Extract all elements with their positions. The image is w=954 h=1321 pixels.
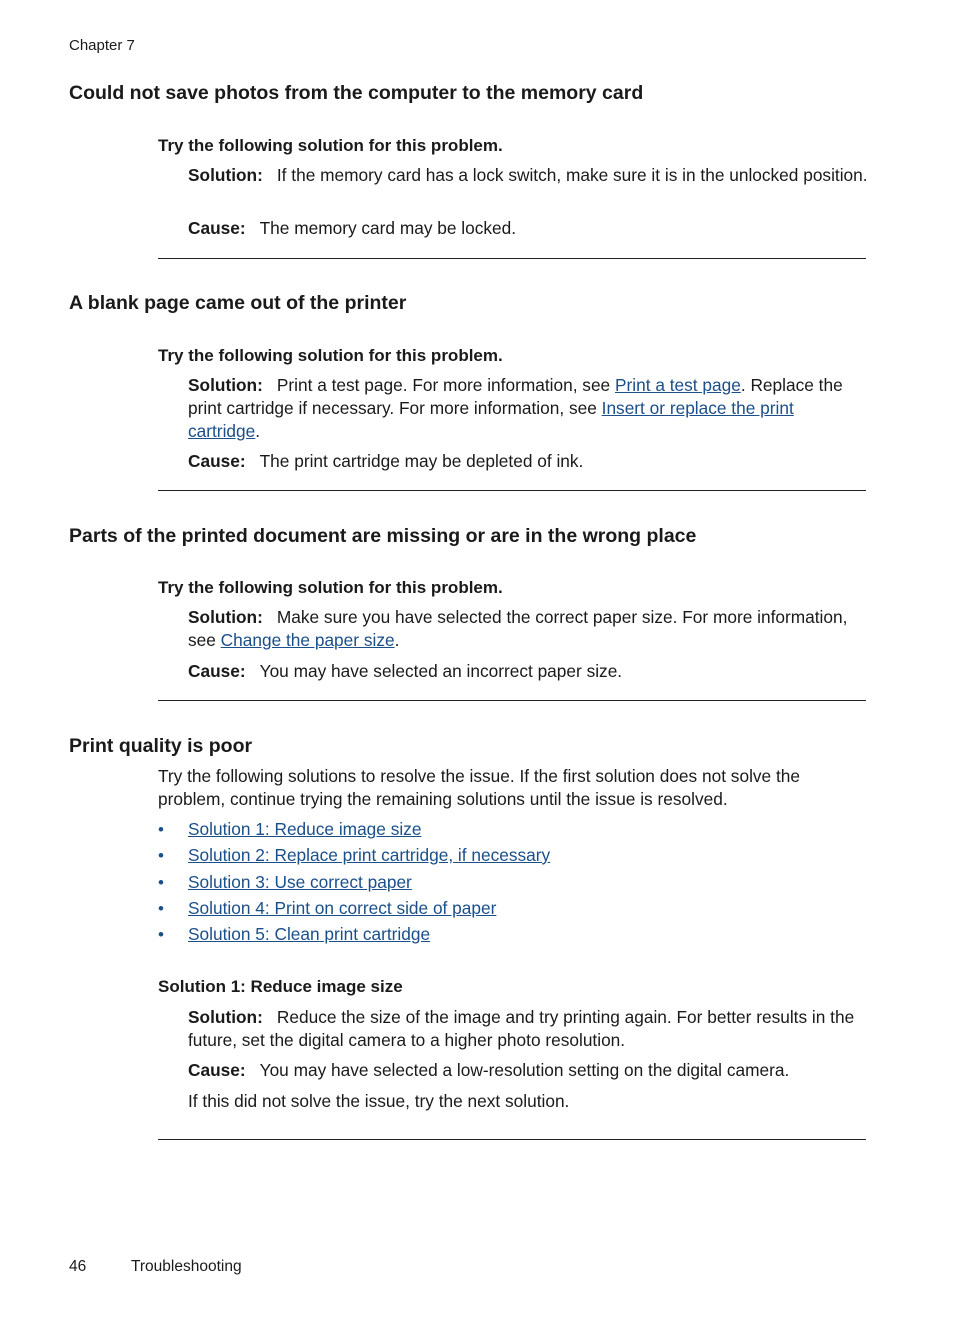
- link-solution-4[interactable]: Solution 4: Print on correct side of paper: [188, 898, 497, 918]
- solution-text: Make sure you have selected the correct paper size. For more information, see: [188, 607, 848, 650]
- solution-text: If the memory card has a lock switch, make sure it is in the unlocked position.: [276, 165, 868, 185]
- bullet-icon: •: [158, 925, 164, 944]
- divider: [158, 700, 866, 701]
- bullet-icon: •: [158, 899, 164, 918]
- link-solution-1[interactable]: Solution 1: Reduce image size: [188, 819, 422, 839]
- link-insert-replace-cartridge[interactable]: Insert or replace the print cartridge: [188, 398, 794, 441]
- solution-intro: Try the following solution for this problem.: [158, 578, 503, 597]
- divider: [158, 258, 866, 259]
- bullet-icon: •: [158, 873, 164, 892]
- section-title-memory-card: Could not save photos from the computer to the memory card: [69, 82, 644, 104]
- solution-intro: Try the following solution for this problem.: [158, 136, 503, 155]
- cause-label: Cause:: [188, 1060, 246, 1080]
- solution-paragraph: [188, 1006, 868, 1052]
- subsection-title: Solution 1: Reduce image size: [158, 977, 403, 996]
- section-title-blank-page: A blank page came out of the printer: [69, 292, 407, 314]
- next-solution-text: If this did not solve the issue, try the next solution.: [188, 1091, 570, 1111]
- solution-text: Print a test page. For more information, see: [276, 375, 615, 395]
- link-print-test-page[interactable]: Print a test page: [614, 375, 741, 395]
- solution-label: Solution:: [188, 165, 263, 185]
- solution-label: Solution:: [188, 607, 263, 627]
- solution-paragraph: [188, 374, 868, 443]
- section-title-missing-parts: Parts of the printed document are missing or are in the wrong place: [69, 525, 697, 547]
- solution-text: . Replace the print cartridge if necessary. For more information, see: [188, 375, 843, 418]
- solution-text: .: [255, 421, 261, 441]
- solution-paragraph: [188, 606, 868, 652]
- cause-label: Cause:: [188, 661, 246, 681]
- bullet-icon: •: [158, 846, 164, 865]
- cause-label: Cause:: [188, 451, 246, 471]
- chapter-label: Chapter 7: [69, 37, 135, 54]
- link-solution-5[interactable]: Solution 5: Clean print cartridge: [188, 924, 431, 944]
- link-change-paper-size[interactable]: Change the paper size: [220, 630, 395, 650]
- cause-text: The print cartridge may be depleted of ink.: [259, 451, 584, 471]
- cause-text: The memory card may be locked.: [259, 218, 517, 238]
- page-number: 46: [69, 1258, 87, 1275]
- solution-intro: Try the following solution for this problem.: [158, 346, 503, 365]
- cause-text: You may have selected a low-resolution setting on the digital camera.: [259, 1060, 790, 1080]
- cause-paragraph: [188, 660, 868, 683]
- link-solution-2[interactable]: Solution 2: Replace print cartridge, if necessary: [188, 845, 551, 865]
- cause-label: Cause:: [188, 218, 246, 238]
- divider: [158, 490, 866, 491]
- solution-label: Solution:: [188, 1007, 263, 1027]
- bullet-icon: •: [158, 820, 164, 839]
- cause-text: You may have selected an incorrect paper size.: [259, 661, 623, 681]
- solution-text: .: [394, 630, 400, 650]
- cause-paragraph: [188, 1059, 868, 1082]
- solution-label: Solution:: [188, 375, 263, 395]
- solution-text: Reduce the size of the image and try printing again. For better results in the future, set the digital camera to a higher photo resolution.: [188, 1007, 855, 1050]
- solution-paragraph: [188, 164, 868, 187]
- divider: [158, 1139, 866, 1140]
- footer-section: Troubleshooting: [131, 1258, 242, 1275]
- link-solution-3[interactable]: Solution 3: Use correct paper: [188, 872, 412, 892]
- cause-paragraph: [188, 450, 868, 473]
- section-title-print-quality: Print quality is poor: [69, 735, 253, 757]
- intro-paragraph: Try the following solutions to resolve the issue. If the first solution does not solve the problem, continue trying the remaining solutions until the issue is resolved.: [158, 766, 800, 809]
- cause-paragraph: [188, 217, 868, 240]
